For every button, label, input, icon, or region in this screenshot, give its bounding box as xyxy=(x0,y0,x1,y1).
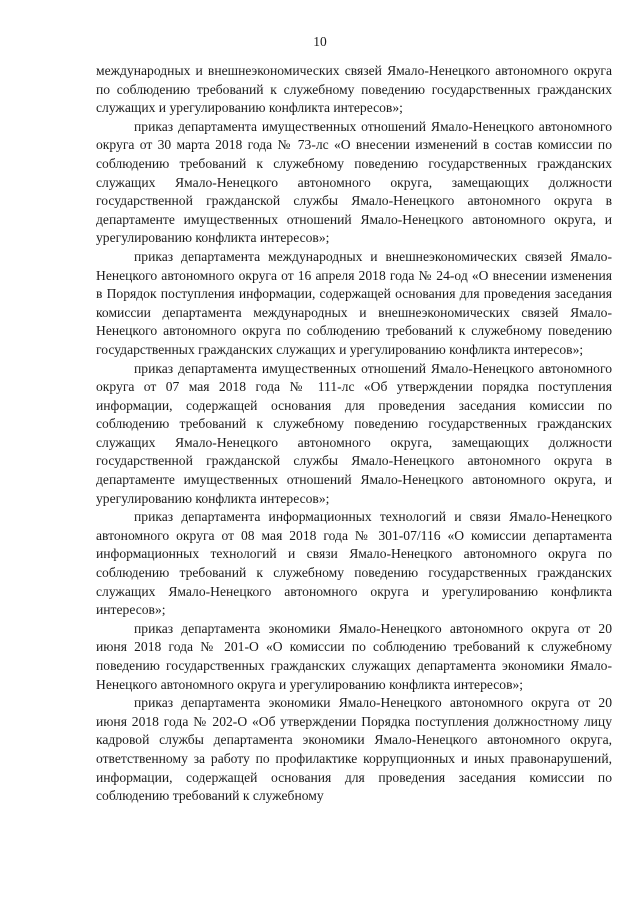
paragraph-order-301-07-116: приказ департамента информационных технологий и связи Ямало-Ненецкого автономного округа от 08 мая 2018 года № 301-07/116 «О комиссии департамента информационных технологий и связи Ямало-Ненецкого автономного округа по соблюдению требований к служебному поведению государственных гражданских служащих Ямало-Ненецкого автономного округа и урегулированию конфликта интересов»; xyxy=(96,509,612,618)
paragraph-order-24-od: приказ департамента международных и внешнеэкономических связей Ямало-Ненецкого автономного округа от 16 апреля 2018 года № 24-од «О внесении изменения в Порядок поступления информации, содержащей основания для проведения заседания комиссии департамента международных и внешнеэкономических связей Ямало-Ненецкого автономного округа по соблюдению требований к служебному поведению государственных гражданских служащих и урегулированию конфликта интересов»; xyxy=(96,248,612,357)
page-number: 10 xyxy=(313,34,327,49)
document-body xyxy=(96,62,612,806)
paragraph-order-202-o: приказ департамента экономики Ямало-Ненецкого автономного округа от 20 июня 2018 года № 202-О «Об утверждении Порядка поступления должностному лицу кадровой службы департамента экономики Ямало-Ненецкого автономного округа, ответственному за работу по профилактике коррупционных и иных правонарушений, информации, содержащей основания для проведения заседания комиссии по соблюдению требований к служебному xyxy=(96,695,612,804)
paragraph-order-111-ls: приказ департамента имущественных отношений Ямало-Ненецкого автономного округа от 07 мая 2018 года № 111-лс «Об утверждении порядка поступления информации, содержащей основания для проведения заседания комиссии по соблюдению требований к служебному поведению государственных гражданских служащих Ямало-Ненецкого автономного округа, замещающих должности государственной гражданской службы Ямало-Ненецкого автономного округа в департаменте имущественных отношений Ямало-Ненецкого автономного округа, и урегулированию конфликта интересов»; xyxy=(96,360,612,506)
paragraph-order-201-o: приказ департамента экономики Ямало-Ненецкого автономного округа от 20 июня 2018 года № 201-О «О комиссии по соблюдению требований к служебному поведению государственных гражданских служащих департамента экономики Ямало-Ненецкого автономного округа и урегулированию конфликта интересов»; xyxy=(96,620,612,692)
paragraph-order-73-ls: приказ департамента имущественных отношений Ямало-Ненецкого автономного округа от 30 марта 2018 года № 73-лс «О внесении изменений в состав комиссии по соблюдению требований к служебному поведению государственных гражданских служащих Ямало-Ненецкого автономного округа, замещающих должности государственной гражданской службы Ямало-Ненецкого автономного округа в департаменте имущественных отношений Ямало-Ненецкого автономного округа, и урегулированию конфликта интересов»; xyxy=(96,118,612,246)
paragraph-continuation: международных и внешнеэкономических связей Ямало-Ненецкого автономного округа по соблюдению требований к служебному поведению государственных гражданских служащих и урегулированию конфликта интересов»; xyxy=(96,63,612,116)
